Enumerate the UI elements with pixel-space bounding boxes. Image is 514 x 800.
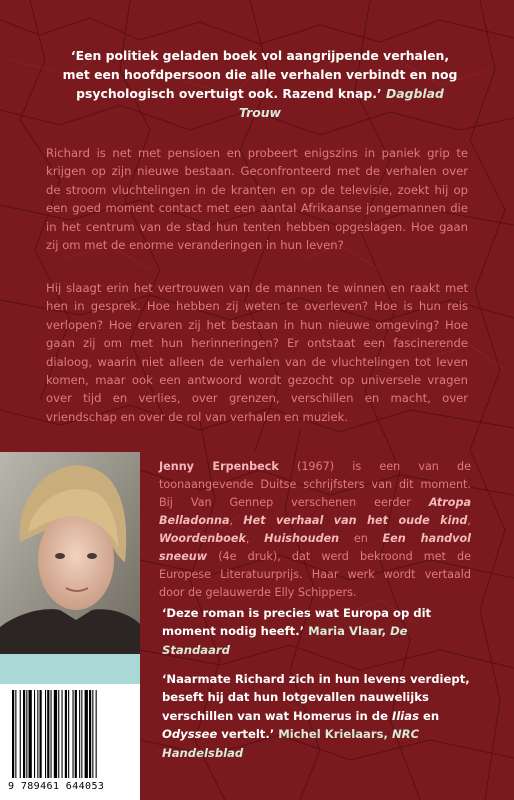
barcode-bar <box>45 690 46 778</box>
barcode-bar <box>79 690 80 778</box>
barcode-bar <box>34 690 35 778</box>
book-title: Een handvol sneeuw <box>159 532 471 563</box>
barcode-bar <box>62 690 63 778</box>
barcode-bar <box>40 690 42 778</box>
author-photo <box>0 452 140 654</box>
barcode-bar <box>96 690 97 778</box>
top-review-quote <box>60 46 460 122</box>
quote-work-title: Odyssee <box>162 727 218 742</box>
top-quote-text: ‘Een politiek geladen boek vol aangrijpende verhalen, met een hoofdpersoon die alle verhalen verbindt en nog psychologisch overtuigt ook. Razend knap.’ <box>62 48 458 101</box>
blurb-paragraph-2: Hij slaagt erin het vertrouwen van de mannen te winnen en raakt met hen in gesprek. Hoe hebben zij weten te overleven? Hoe is hun reis verlopen? Hoe ervaren zij het bestaan in hun nieuwe omgeving? Hoe gaan zij om met hun herinneringen? Er ontstaat een fascinerende dialoog, waarin niet alleen de verhalen van de vluchtelingen tot leven komen, maar ook een antwoord wordt gezocht op universele vragen over tijd en verlies, over grenzen, verschillen en macht, over vriendschap en over de rol van verhalen en muziek. <box>46 281 468 424</box>
book-title: Atropa Belladonna <box>159 496 471 527</box>
barcode-bar <box>29 690 32 778</box>
barcode-bar <box>23 690 25 778</box>
quote-author: Maria Vlaar, <box>308 624 387 639</box>
bio-text: en <box>339 532 383 545</box>
bio-text: (1967) is een van de toonaangevende Duitse schrijfsters van dit moment. Bij Van Gennep verschenen eerder <box>159 460 471 509</box>
book-title: Het verhaal van het oude kind <box>243 514 468 527</box>
barcode-bar <box>51 690 52 778</box>
barcode <box>0 684 140 800</box>
bio-text: (4e druk), dat werd bekroond met de Europese Literatuurprijs. Haar werk wordt vertaald door de gelauwerde Elly Schippers. <box>159 550 471 599</box>
quote-publication: NRC Handelsblad <box>162 727 420 760</box>
barcode-bar <box>20 690 21 778</box>
barcode-bar <box>68 690 69 778</box>
quote-text: vertelt.’ <box>217 727 275 742</box>
quote-author: Michel Krielaars, <box>278 727 388 742</box>
barcode-bars <box>10 690 130 780</box>
bio-text: , <box>229 514 244 527</box>
quote-text: en <box>419 708 440 723</box>
barcode-bar <box>58 690 59 778</box>
barcode-bar <box>85 690 88 778</box>
barcode-bar <box>65 690 67 778</box>
barcode-bar <box>54 690 57 778</box>
quote-text: ‘Deze roman is precies wat Europa op dit moment nodig heeft.’ <box>162 606 432 639</box>
quote-work-title: Ilias <box>392 708 420 723</box>
quote-text: ‘Naarmate Richard zich in hun levens verdiept, beseft hij dat hun lotgevallen nauwelijks verschillen van wat Homerus in de <box>162 672 470 723</box>
teal-band <box>0 654 140 684</box>
barcode-bar <box>15 690 16 778</box>
blurb-paragraph-1: Richard is net met pensioen en probeert enigszins in paniek grip te krijgen op zijn nieuwe bestaan. Geconfronteerd met de verhalen over de stroom vluchtelingen in de kranten en op de televisie, zoekt hij op een goed moment contact met een aantal Afrikaanse jongemannen die in het centrum van de stad hun tenten hebben opgeslagen. Hoe gaan zij om met de enorme veranderingen in hun leven? <box>46 146 468 253</box>
barcode-bar <box>26 690 27 778</box>
review-quote-standaard <box>162 604 472 659</box>
author-portrait-illustration <box>0 452 140 654</box>
barcode-bar <box>47 690 49 778</box>
barcode-bar <box>89 690 91 778</box>
bio-text: , <box>467 514 471 527</box>
top-quote-source: Dagblad Trouw <box>239 86 444 120</box>
author-name: Jenny Erpenbeck <box>159 460 279 473</box>
barcode-bar <box>37 690 38 778</box>
isbn-number: 9 789461 644053 <box>8 781 105 792</box>
barcode-bar <box>81 690 82 778</box>
quote-publication: De Standaard <box>162 624 408 657</box>
barcode-bar <box>12 690 14 778</box>
book-title: Huishouden <box>264 532 340 545</box>
barcode-bar <box>75 690 77 778</box>
bio-text: , <box>245 532 265 545</box>
author-bio <box>159 458 471 602</box>
barcode-bar <box>92 690 93 778</box>
book-title: Woordenboek <box>159 532 246 545</box>
review-quote-nrc <box>162 670 472 762</box>
barcode-bar <box>73 690 74 778</box>
